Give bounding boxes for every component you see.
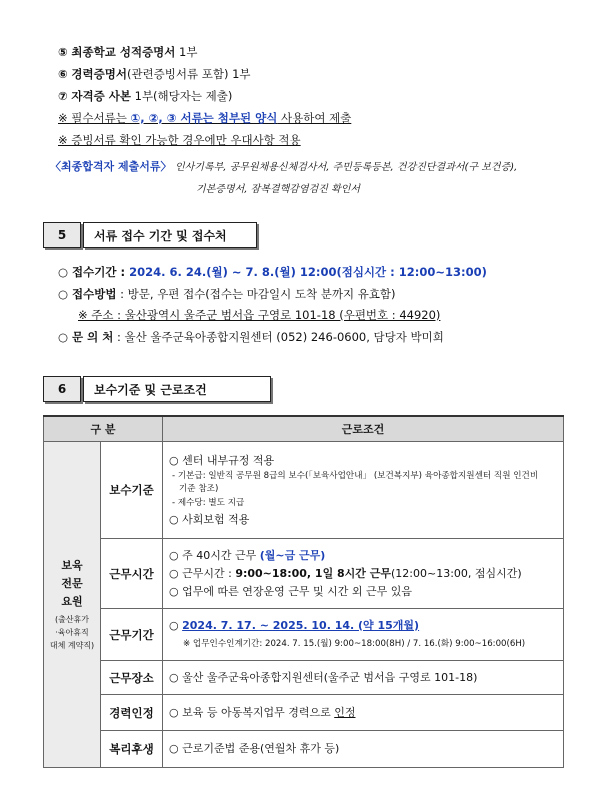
doc-item-7-title: 자격증 사본: [71, 89, 131, 103]
doc-item-6: [58, 66, 251, 82]
work-conditions-table: [43, 415, 564, 768]
doc-item-5-qty: 1부: [175, 45, 198, 59]
welfare-content: ○ 근로기준법 준용(연월차 휴가 등): [163, 731, 564, 768]
table-row: [44, 609, 564, 661]
place-content: ○ 울산 울주군육아종합지원센터(울주군 범서읍 구영로 101-18): [163, 661, 564, 695]
table-header-row: [44, 416, 564, 442]
category-note: (출산휴가 ·육아휴직 대체 계약직): [49, 615, 95, 650]
contact-value: : 울산 울주군육아종합지원센터 (052) 246-0600, 담당자 박미희: [113, 330, 444, 344]
pay-content: ○ 센터 내부규정 적용 - 기본급: 일반직 공무원 8급의 보수(「보육사업안내」 (보건복지부) 육아종합지원센터 직원 인건비 기준 참조) - 제수당: 별도 지급 ○ 사회보험 적용: [163, 442, 564, 539]
contact-label: ○ 문 의 처: [58, 330, 114, 344]
header-category: 구 분: [44, 416, 163, 442]
required-docs-note: [58, 110, 351, 126]
section-5-number: 5: [43, 222, 81, 248]
doc-item-7-num: ⑦: [58, 89, 68, 103]
section-5-title: 서류 접수 기간 및 접수처: [83, 222, 257, 248]
final-docs-label: 〈최종합격자 제출서류〉: [50, 160, 172, 173]
reception-period-value: 2024. 6. 24.(월) ~ 7. 8.(월) 12:00(점심시간 : 12:00~13:00): [129, 265, 487, 279]
category-line: 보육: [61, 559, 83, 572]
doc-item-5-title: 최종학교 성적증명서: [71, 45, 176, 59]
category-line: 전문: [61, 577, 83, 590]
doc-item-5-num: ⑤: [58, 45, 68, 59]
table-row: [44, 539, 564, 609]
final-docs-line1: [50, 158, 517, 174]
row-label-period: 근무기간: [101, 609, 163, 661]
doc-item-5: [58, 44, 197, 60]
doc-item-6-num: ⑥: [58, 67, 68, 81]
row-label-career: 경력인정: [101, 695, 163, 731]
doc-item-7: [58, 88, 232, 104]
hours-content: ○ 주 40시간 근무 (월~금 근무) ○ 근무시간 : 9:00~18:00, 1일 8시간 근무(12:00~13:00, 점심시간) ○ 업무에 따른 연장운영 근무 및 시간 외 근무 있음: [163, 539, 564, 609]
table-row: [44, 695, 564, 731]
table-row: [44, 731, 564, 768]
final-docs-list-2: 기본증명서, 잠복결핵감염검진 확인서: [196, 184, 361, 195]
required-note-bold: ①, ②, ③ 서류는 첨부된 양식: [130, 111, 278, 125]
doc-item-6-qty: 1부: [228, 67, 251, 81]
reception-method-value: : 방문, 우편 접수(접수는 마감일시 도착 분까지 유효함): [116, 287, 396, 301]
reception-period-label: ○ 접수기간 :: [58, 265, 130, 279]
career-content: ○ 보육 등 아동복지업무 경력으로 인정: [163, 695, 564, 731]
reception-period: [58, 264, 487, 280]
category-line: 요원: [61, 595, 83, 608]
row-label-place: 근무장소: [101, 661, 163, 695]
required-note-suffix: 사용하여 제출: [277, 111, 352, 125]
row-label-hours: 근무시간: [101, 539, 163, 609]
row-label-pay: 보수기준: [101, 442, 163, 539]
required-note-prefix: ※ 필수서류는: [58, 111, 131, 125]
section-6-title: 보수기준 및 근로조건: [83, 376, 271, 402]
table-row: [44, 661, 564, 695]
header-conditions: 근로조건: [163, 416, 564, 442]
period-content: ○ 2024. 7. 17. ~ 2025. 10. 14. (약 15개월) ※ 업무인수인계기간: 2024. 7. 15.(월) 9:00~18:00(8H) / 7. 16.(화) 9:00~16:00(6H): [163, 609, 564, 661]
reception-method-label: ○ 접수방법: [58, 287, 117, 301]
section-6-number: 6: [43, 376, 81, 402]
reception-method: [58, 286, 396, 302]
evidence-note: ※ 증빙서류 확인 가능한 경우에만 우대사항 적용: [58, 133, 301, 147]
row-label-welfare: 복리후생: [101, 731, 163, 768]
doc-item-6-title: 경력증명서: [71, 67, 127, 81]
doc-item-7-qty: 1부(해당자는 제출): [130, 89, 233, 103]
doc-item-6-paren: (관련증빙서류 포함): [126, 67, 229, 81]
final-docs-list-1: 인사기록부, 공무원채용신체검사서, 주민등록등본, 건강진단결과서(구 보건증),: [174, 162, 518, 173]
contact-info: [58, 329, 444, 345]
category-cell: [44, 442, 101, 768]
reception-address: ※ 주소 : 울산광역시 울주군 범서읍 구영로 101-18 (우편번호 : 44920): [78, 308, 441, 322]
table-row: [44, 442, 564, 539]
